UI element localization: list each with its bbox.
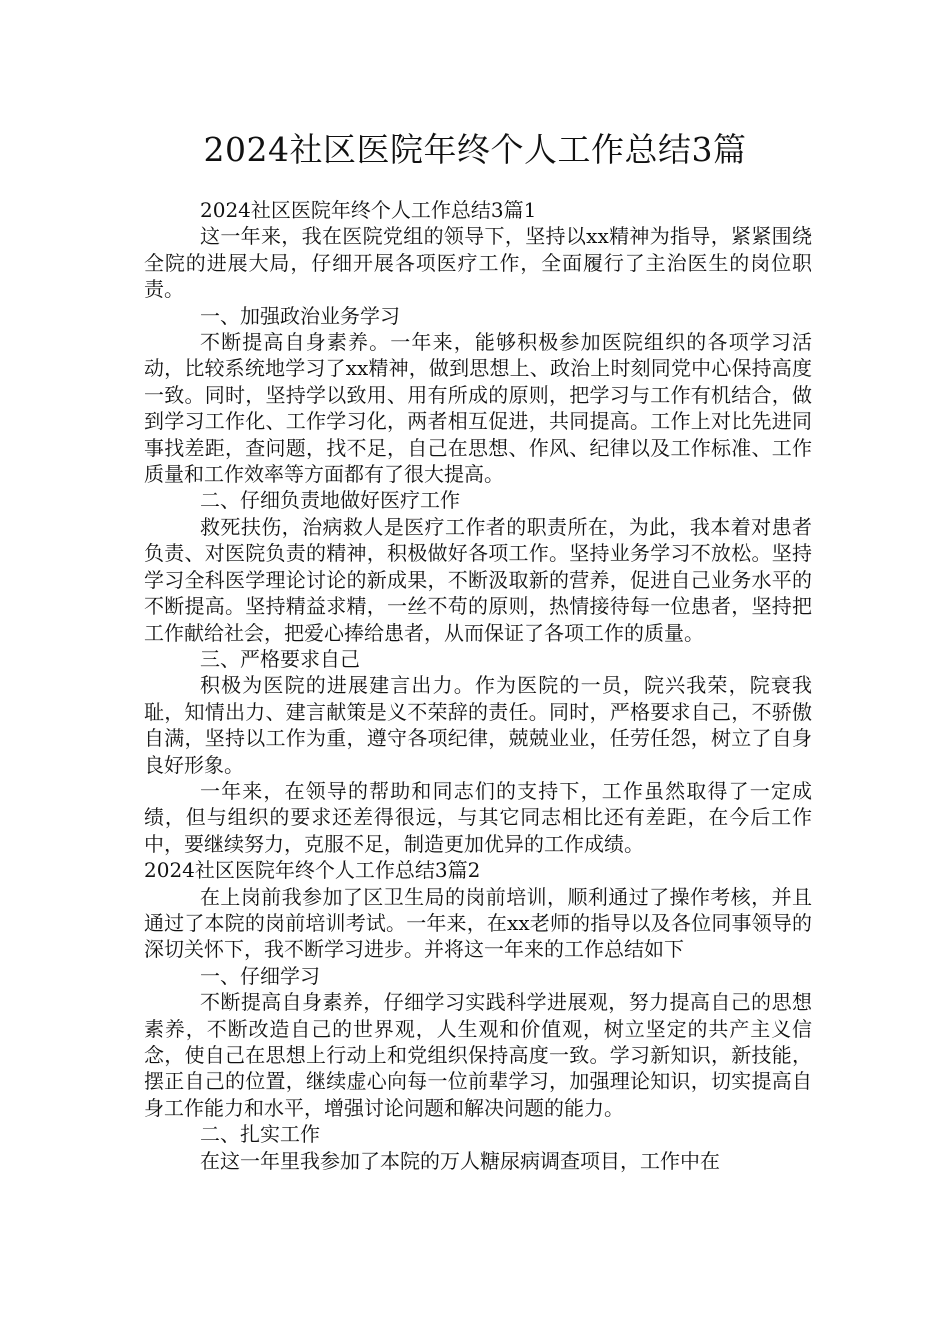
paragraph: 这一年来，我在医院党组的领导下，坚持以xx精神为指导，紧紧围绕全院的进展大局，仔细开展各项医疗工作，全面履行了主治医生的岗位职责。 <box>144 224 812 302</box>
paragraph: 在上岗前我参加了区卫生局的岗前培训，顺利通过了操作考核，并且通过了本院的岗前培训考试。一年来，在xx老师的指导以及各位同事领导的深切关怀下，我不断学习进步。并将这一年来的工作总结如下 <box>144 884 812 962</box>
document-title: 2024社区医院年终个人工作总结3篇 <box>203 130 747 169</box>
paragraph: 三、严格要求自己 <box>200 646 360 671</box>
paragraph: 一、仔细学习 <box>200 963 320 988</box>
paragraph: 不断提高自身素养，仔细学习实践科学进展观，努力提高自己的思想素养，不断改造自己的世界观，人生观和价值观，树立坚定的共产主义信念，使自己在思想上行动上和党组织保持高度一致。学习新知识，新技能，摆正自己的位置，继续虚心向每一位前辈学习，加强理论知识，切实提高自身工作能力和水平，增强讨论问题和解决问题的能力。 <box>144 990 812 1120</box>
paragraph: 一、加强政治业务学习 <box>200 303 400 328</box>
paragraph: 二、仔细负责地做好医疗工作 <box>200 488 460 513</box>
paragraph: 2024社区医院年终个人工作总结3篇1 <box>200 198 537 222</box>
paragraph: 二、扎实工作 <box>200 1122 320 1147</box>
paragraph: 在这一年里我参加了本院的万人糖尿病调查项目，工作中在 <box>200 1148 720 1173</box>
document-body <box>144 197 812 1174</box>
paragraph: 积极为医院的进展建言出力。作为医院的一员，院兴我荣，院衰我耻，知情出力、建言献策是义不荣辞的责任。同时，严格要求自己，不骄傲自满，坚持以工作为重，遵守各项纪律，兢兢业业，任劳任怨，树立了自身良好形象。 <box>144 673 812 777</box>
paragraph: 2024社区医院年终个人工作总结3篇2 <box>144 858 481 883</box>
paragraph: 不断提高自身素养。一年来，能够积极参加医院组织的各项学习活动，比较系统地学习了xx精神，做到思想上、政治上时刻同党中心保持高度一致。同时，坚持学以致用、用有所成的原则，把学习与工作有机结合，做到学习工作化、工作学习化，两者相互促进，共同提高。工作上对比先进同事找差距，查问题，找不足，自己在思想、作风、纪律以及工作标准、工作质量和工作效率等方面都有了很大提高。 <box>144 330 812 487</box>
paragraph: 一年来，在领导的帮助和同志们的支持下，工作虽然取得了一定成绩，但与组织的要求还差得很远，与其它同志相比还有差距，在今后工作中，要继续努力，克服不足，制造更加优异的工作成绩。 <box>144 778 812 856</box>
paragraph: 救死扶伤，治病救人是医疗工作者的职责所在，为此，我本着对患者负责、对医院负责的精神，积极做好各项工作。坚持业务学习不放松。坚持学习全科医学理论讨论的新成果，不断汲取新的营养，促进自己业务水平的不断提高。坚持精益求精，一丝不苟的原则，热情接待每一位患者，坚持把工作献给社会，把爱心捧给患者，从而保证了各项工作的质量。 <box>144 514 812 645</box>
